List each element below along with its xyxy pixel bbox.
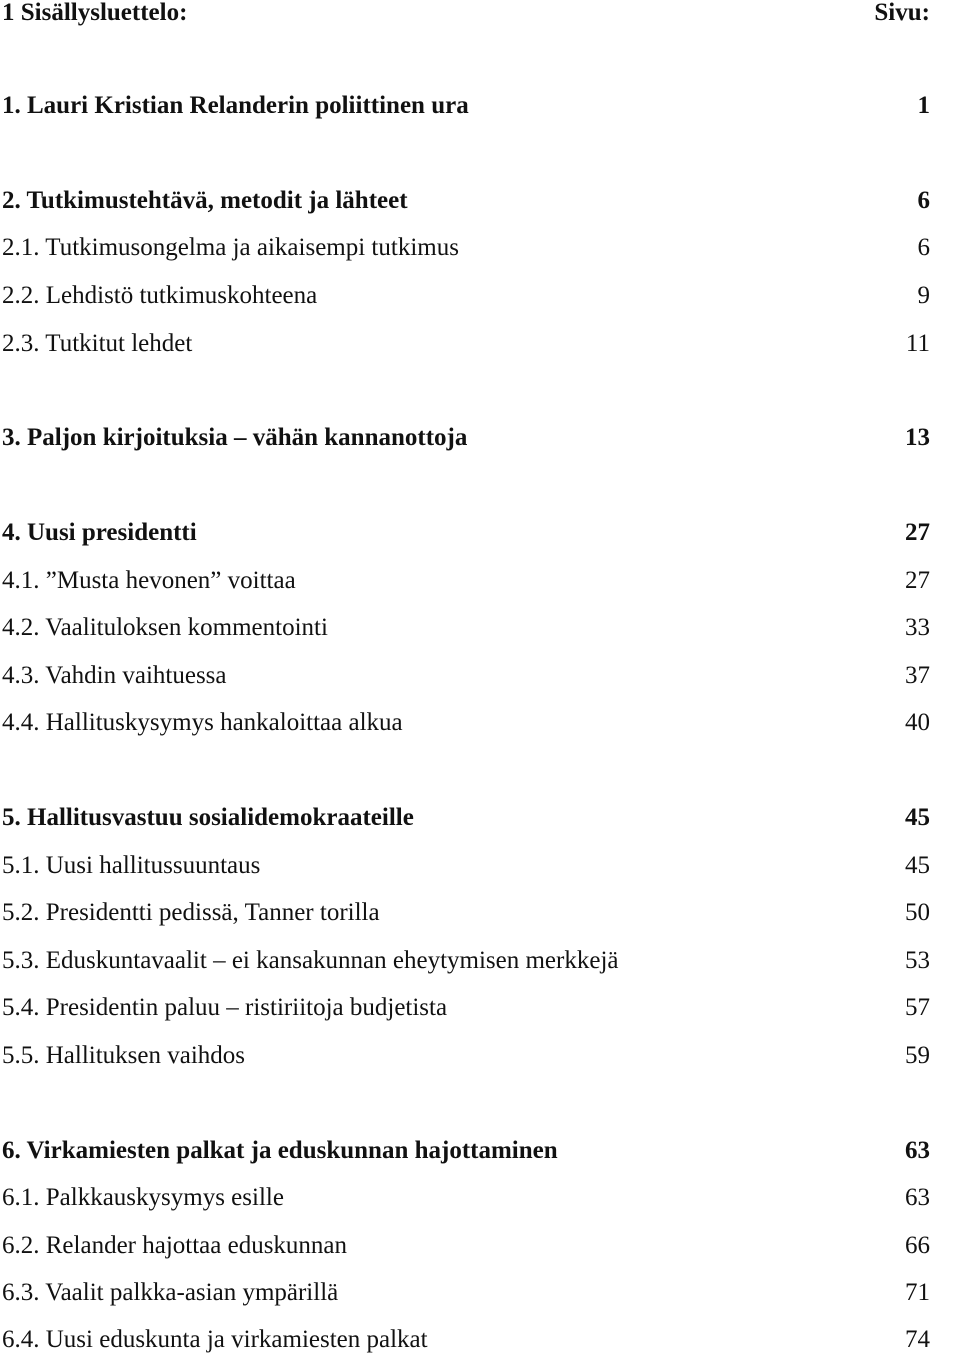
toc-entry-label: 4.3. Vahdin vaihtuessa <box>2 662 227 689</box>
toc-entry-page: 63 <box>905 1137 930 1164</box>
toc-entry-page: 66 <box>905 1232 930 1259</box>
toc-entry-page: 63 <box>905 1184 930 1211</box>
toc-entry-page: 6 <box>917 187 930 214</box>
toc-entry <box>0 660 930 692</box>
toc-entry-label: 2.2. Lehdistö tutkimuskohteena <box>2 282 318 309</box>
toc-entry-label: 6.3. Vaalit palkka-asian ympärillä <box>2 1279 339 1306</box>
toc-entry-page: 50 <box>905 899 930 926</box>
toc-entry-page: 9 <box>917 282 930 309</box>
toc-entry-label: 5.3. Eduskuntavaalit – ei kansakunnan eheytymisen merkkejä <box>2 947 619 974</box>
toc-entry <box>0 280 930 312</box>
toc-entry <box>0 897 930 929</box>
toc-entry <box>0 1324 930 1356</box>
toc-entry-page: 6 <box>917 234 930 261</box>
toc-entry-label: 4.1. ”Musta hevonen” voittaa <box>2 567 296 594</box>
toc-entry <box>0 232 930 264</box>
toc-entry-label: 6.1. Palkkauskysymys esille <box>2 1184 284 1211</box>
toc-entry-label: 5.5. Hallituksen vaihdos <box>2 1042 246 1069</box>
toc-entry-label: 5.1. Uusi hallitussuuntaus <box>2 852 261 879</box>
toc-entry-page: 74 <box>905 1326 930 1353</box>
toc-entry <box>0 992 930 1024</box>
toc-header <box>0 0 930 29</box>
page-column-header: Sivu: <box>874 0 930 26</box>
toc-entry-label: 4.2. Vaalituloksen kommentointi <box>2 614 328 641</box>
toc-entry-label: 6. Virkamiesten palkat ja eduskunnan hajottaminen <box>2 1137 558 1164</box>
toc-entry <box>0 612 930 644</box>
toc-entry-page: 59 <box>905 1042 930 1069</box>
toc-entry-page: 13 <box>905 424 930 451</box>
toc-entry-label: 5.4. Presidentin paluu – ristiriitoja budjetista <box>2 994 448 1021</box>
toc-entry-label: 2.3. Tutkitut lehdet <box>2 330 193 357</box>
toc-entry-label: 5.2. Presidentti pedissä, Tanner torilla <box>2 899 380 926</box>
toc-entry-label: 3. Paljon kirjoituksia – vähän kannanottoja <box>2 424 468 451</box>
toc-entry-page: 27 <box>905 519 930 546</box>
toc-entry-label: 5. Hallitusvastuu sosialidemokraateille <box>2 804 414 831</box>
toc-entry-page: 57 <box>905 994 930 1021</box>
toc-entry-page: 71 <box>905 1279 930 1306</box>
toc-entry-label: 6.4. Uusi eduskunta ja virkamiesten palkat <box>2 1326 428 1353</box>
toc-entry-label: 6.2. Relander hajottaa eduskunnan <box>2 1232 348 1259</box>
toc-entry <box>0 945 930 977</box>
toc-entry <box>0 565 930 597</box>
toc-entry-page: 27 <box>905 567 930 594</box>
toc-entry <box>0 1135 930 1167</box>
toc-entry-page: 11 <box>905 330 930 357</box>
toc-entry-label: 4. Uusi presidentti <box>2 519 197 546</box>
toc-entry <box>0 1277 930 1309</box>
toc-entry-page: 45 <box>905 852 930 879</box>
toc-entry-label: 4.4. Hallituskysymys hankaloittaa alkua <box>2 709 403 736</box>
toc-entry-page: 40 <box>905 709 930 736</box>
toc-entry <box>0 707 930 739</box>
toc-entry-page: 53 <box>905 947 930 974</box>
toc-entry <box>0 185 930 217</box>
toc-entry <box>0 1230 930 1262</box>
toc-entry-page: 33 <box>905 614 930 641</box>
toc-title: 1 Sisällysluettelo: <box>2 0 188 26</box>
toc-entry-page: 37 <box>905 662 930 689</box>
toc-entry-page: 1 <box>917 92 930 119</box>
toc-entry <box>0 90 930 122</box>
toc-entry <box>0 802 930 834</box>
toc-entry <box>0 1040 930 1072</box>
toc-entry-page: 45 <box>905 804 930 831</box>
toc-entry <box>0 328 930 360</box>
toc-entry <box>0 422 930 454</box>
toc-entry-label: 2.1. Tutkimusongelma ja aikaisempi tutkimus <box>2 234 459 261</box>
toc-entry-label: 2. Tutkimustehtävä, metodit ja lähteet <box>2 187 408 214</box>
toc-entry-label: 1. Lauri Kristian Relanderin poliittinen ura <box>2 92 469 119</box>
toc-entry <box>0 1182 930 1214</box>
toc-entry <box>0 850 930 882</box>
toc-entry <box>0 517 930 549</box>
